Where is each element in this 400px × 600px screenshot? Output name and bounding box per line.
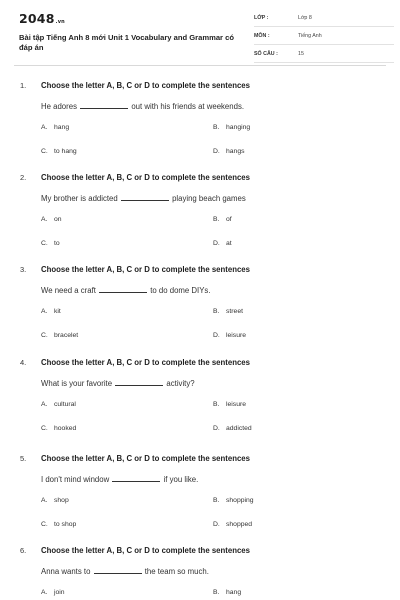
option-text: shopping [226,497,254,504]
question-instruction: Choose the letter A, B, C or D to complete the sentences [41,265,250,274]
sentence-start: We need a craft [41,286,96,295]
option-text: shopped [226,521,253,528]
question-number: 3. [20,265,27,274]
question-instruction: Choose the letter A, B, C or D to complete the sentences [41,454,250,463]
question-sentence [41,567,209,576]
worksheet-header [14,0,386,66]
question-instruction: Choose the letter A, B, C or D to complete the sentences [41,358,250,367]
answer-blank [99,292,147,293]
option-text: hang [54,124,70,131]
answer-blank [115,385,163,386]
question-sentence [41,194,246,203]
option-letter: A. [41,589,48,596]
option-b[interactable] [213,308,243,315]
option-a[interactable] [41,401,76,408]
question-number: 4. [20,358,27,367]
option-c[interactable] [41,425,76,432]
option-letter: C. [41,240,48,247]
option-letter: A. [41,401,48,408]
option-letter: C. [41,332,48,339]
option-c[interactable] [41,148,77,155]
option-text: on [54,216,62,223]
meta-value: 15 [298,51,304,57]
option-c[interactable] [41,332,78,339]
question-number: 5. [20,454,27,463]
option-letter: A. [41,497,48,504]
option-a[interactable] [41,124,69,131]
meta-row-class [254,12,394,27]
option-text: shop [54,497,69,504]
meta-label: MÔN : [254,33,270,39]
sentence-start: What is your favorite [41,379,113,388]
option-d[interactable] [213,521,252,528]
sentence-end: out with his friends at weekends. [131,102,245,111]
option-text: bracelet [54,332,79,339]
option-text: of [226,216,232,223]
question-number: 2. [20,173,27,182]
question-sentence [41,286,211,295]
logo-text: 2048 [19,11,55,26]
option-text: addicted [226,425,252,432]
meta-table [254,12,394,66]
question-number: 6. [20,546,27,555]
option-text: kit [54,308,61,315]
option-b[interactable] [213,497,254,504]
option-text: to shop [54,521,77,528]
option-b[interactable] [213,589,241,596]
option-text: cultural [54,401,76,408]
option-letter: B. [213,589,220,596]
option-letter: B. [213,308,220,315]
meta-value: Lớp 8 [298,15,312,21]
option-text: hang [226,589,242,596]
option-letter: C. [41,148,48,155]
option-letter: C. [41,521,48,528]
option-letter: B. [213,216,220,223]
sentence-start: I don't mind window [41,475,110,484]
option-text: at [226,240,232,247]
sentence-start: My brother is addicted [41,194,118,203]
question-sentence [41,379,195,388]
site-logo[interactable] [19,11,65,26]
meta-label: SỐ CÂU : [254,51,278,57]
option-b[interactable] [213,401,246,408]
option-letter: D. [213,240,220,247]
option-letter: D. [213,332,220,339]
meta-value: Tiếng Anh [298,33,322,39]
option-text: join [54,589,65,596]
option-b[interactable] [213,124,250,131]
option-letter: B. [213,124,220,131]
option-letter: B. [213,497,220,504]
answer-blank [94,573,142,574]
option-text: hangs [226,148,245,155]
option-d[interactable] [213,240,232,247]
option-text: hooked [54,425,77,432]
meta-row-subject [254,30,394,45]
option-text: leisure [226,401,247,408]
question-instruction: Choose the letter A, B, C or D to complete the sentences [41,81,250,90]
sentence-end: the team so much. [144,567,209,576]
sentence-end: if you like. [163,475,199,484]
option-c[interactable] [41,240,60,247]
option-text: leisure [226,332,247,339]
document-title: Bài tập Tiếng Anh 8 mới Unit 1 Vocabulary and Grammar có đáp án [19,33,234,52]
sentence-end: activity? [166,379,195,388]
option-d[interactable] [213,425,252,432]
answer-blank [112,481,160,482]
option-b[interactable] [213,216,232,223]
sentence-start: He adores [41,102,77,111]
option-letter: B. [213,401,220,408]
meta-label: LỚP : [254,15,269,21]
option-text: hanging [226,124,251,131]
option-text: to [54,240,60,247]
question-sentence [41,102,244,111]
option-text: street [226,308,243,315]
meta-row-count [254,48,394,63]
option-a[interactable] [41,589,65,596]
question-instruction: Choose the letter A, B, C or D to complete the sentences [41,546,250,555]
question-number: 1. [20,81,27,90]
option-a[interactable] [41,497,69,504]
option-a[interactable] [41,216,62,223]
option-letter: D. [213,425,220,432]
option-a[interactable] [41,308,61,315]
option-d[interactable] [213,332,246,339]
option-d[interactable] [213,148,245,155]
option-letter: D. [213,521,220,528]
sentence-start: Anna wants to [41,567,91,576]
sentence-end: to do dome DIYs. [150,286,211,295]
option-letter: C. [41,425,48,432]
option-letter: A. [41,308,48,315]
option-letter: A. [41,216,48,223]
logo-suffix: .vn [55,19,65,25]
answer-blank [80,108,128,109]
question-instruction: Choose the letter A, B, C or D to complete the sentences [41,173,250,182]
answer-blank [121,200,169,201]
option-letter: D. [213,148,220,155]
option-text: to hang [54,148,77,155]
sentence-end: playing beach games [172,194,246,203]
question-sentence [41,475,198,484]
option-c[interactable] [41,521,76,528]
option-letter: A. [41,124,48,131]
